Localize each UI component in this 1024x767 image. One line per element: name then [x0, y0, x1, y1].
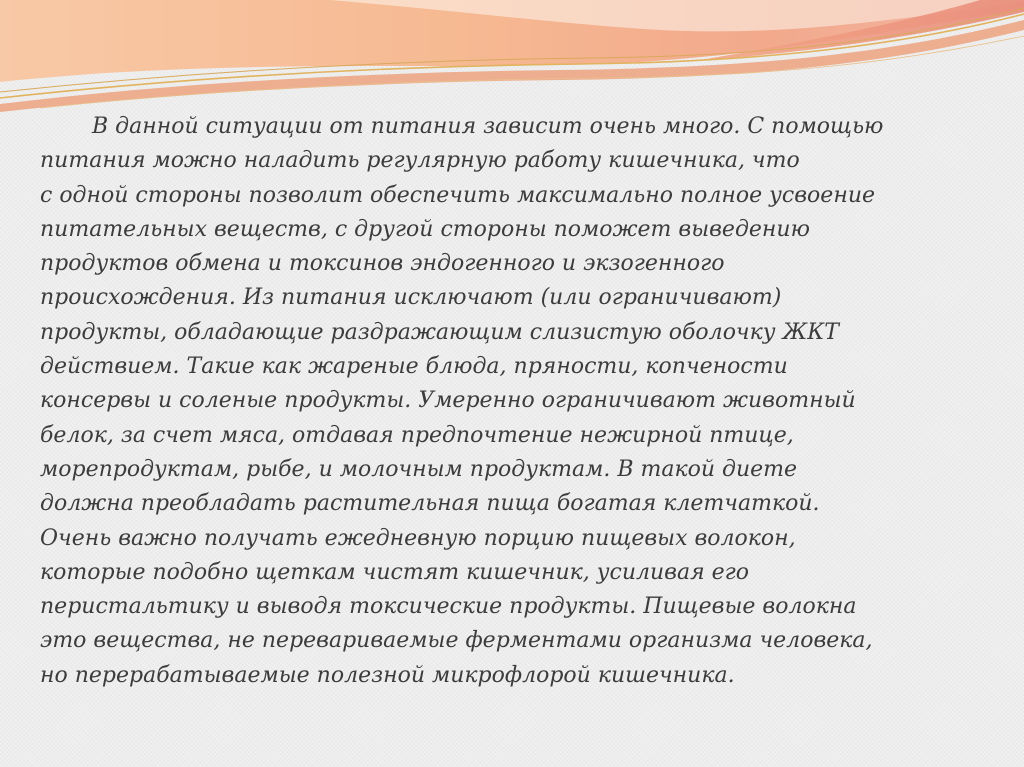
paragraph-line: продукты, обладающие раздражающим слизистую оболочку ЖКТ [40, 319, 839, 345]
paragraph-line: продуктов обмена и токсинов эндогенного и экзогенного [40, 251, 725, 277]
paragraph-line: которые подобно щеткам чистят кишечник, усиливая его [40, 559, 750, 585]
paragraph-line: питания можно наладить регулярную работу кишечника, что [40, 148, 800, 174]
paragraph-line: белок, за счет мяса, отдавая предпочтение нежирной птице, [40, 422, 794, 448]
paragraph-line: это вещества, не перевариваемые ферментами организма человека, [40, 628, 873, 654]
paragraph-line: но перерабатываемые полезной микрофлорой кишечника. [40, 662, 735, 688]
decorative-header-swoosh [0, 0, 1024, 120]
paragraph-line: В данной ситуации от питания зависит очень много. С помощью [92, 114, 884, 139]
paragraph-line: действием. Такие как жареные блюда, пряности, копчености [40, 354, 788, 380]
main-paragraph [40, 110, 970, 693]
paragraph-line: с одной стороны позволит обеспечить максимально полное усвоение [40, 182, 876, 208]
paragraph-line: Очень важно получать ежедневную порцию пищевых волокон, [40, 525, 796, 551]
paragraph-line: должна преобладать растительная пища богатая клетчаткой. [40, 491, 820, 517]
paragraph-line: морепродуктам, рыбе, и молочным продуктам. В такой диете [40, 456, 798, 482]
paragraph-line: перистальтику и выводя токсические продукты. Пищевые волокна [40, 594, 857, 620]
paragraph-line: консервы и соленые продукты. Умеренно ограничивают животный [40, 388, 856, 414]
paragraph-line: питательных веществ, с другой стороны поможет выведению [40, 216, 810, 242]
paragraph-line: происхождения. Из питания исключают (или ограничивают) [40, 285, 782, 311]
